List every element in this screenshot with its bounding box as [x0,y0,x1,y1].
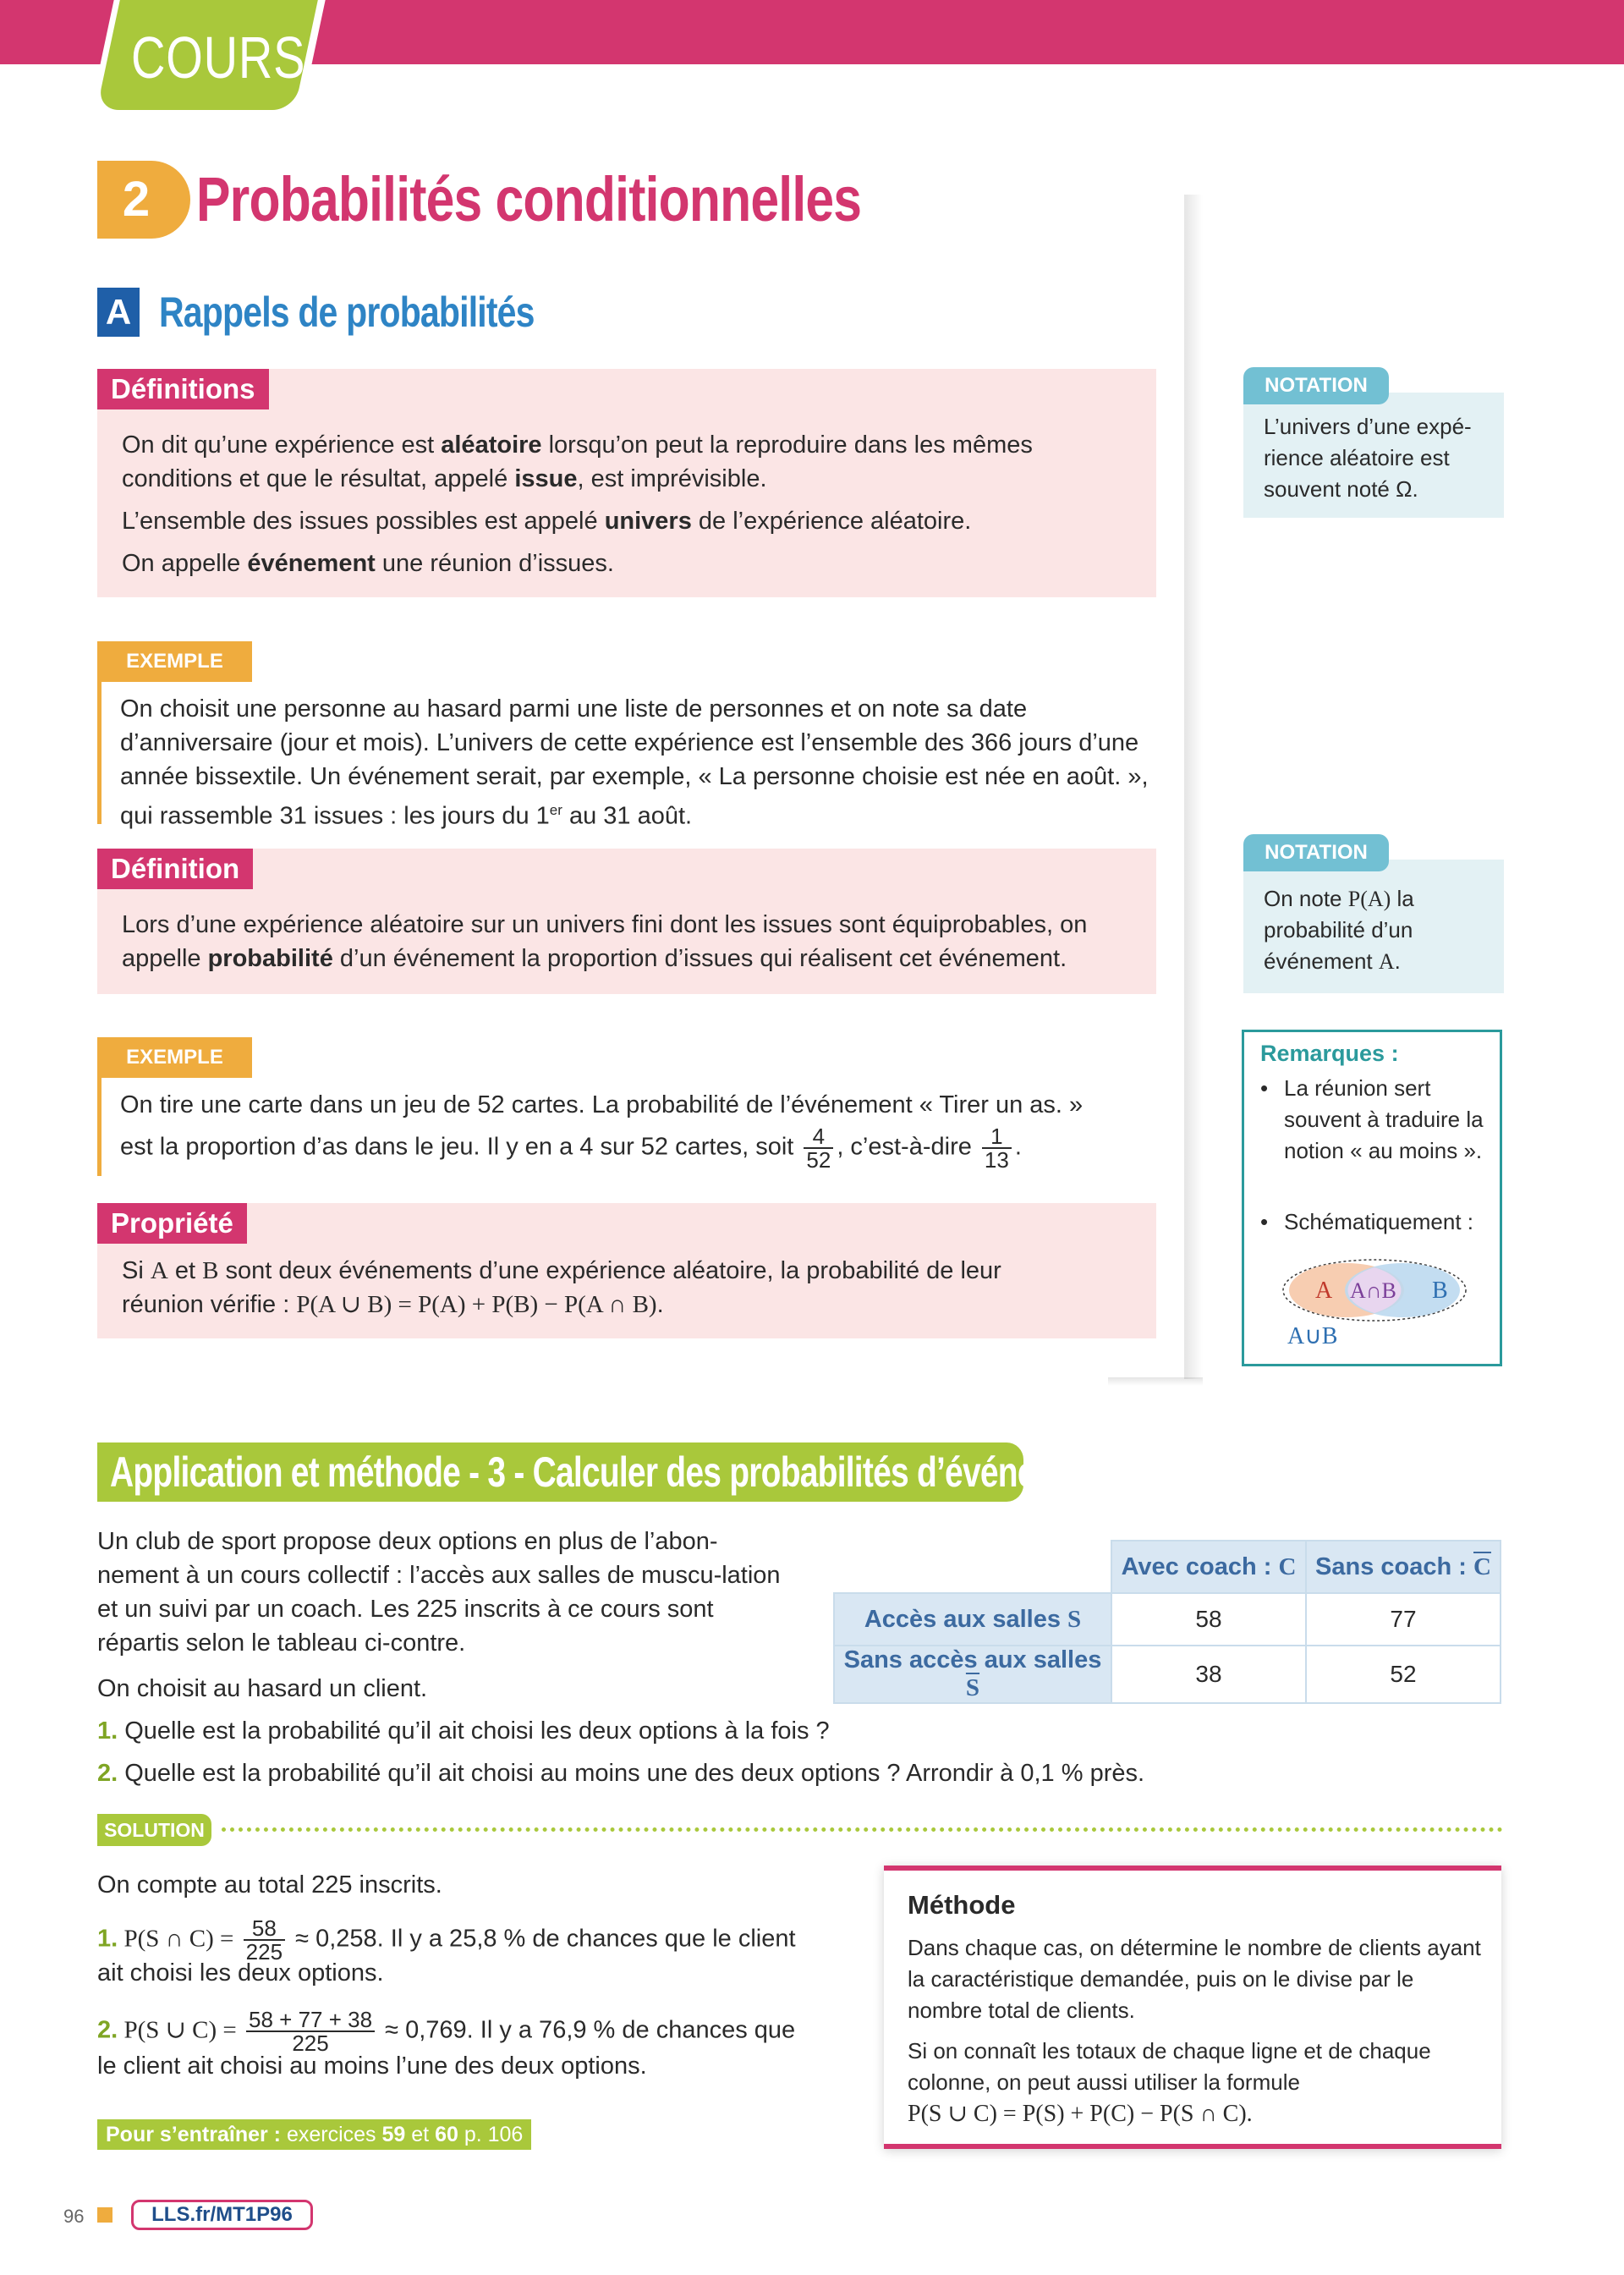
definitions-paragraph-3: On appelle événement une réunion d’issues. [122,550,614,577]
union-formula: P(A ∪ B) = P(A) + P(B) − P(A ∩ B) [296,1291,657,1318]
fraction-4-52: $\frac{4}{52}$ [804,1125,833,1171]
property-label: Propriété [97,1203,247,1244]
venn-diagram [1277,1252,1472,1354]
example-1-label: EXEMPLE [97,641,252,682]
application-intro: Un club de sport propose deux options en plus de l’abon-nement à un cours collectif : l’accès aux salles de muscu-lation et un suivi par un coach. Les 225 inscrits à ce cours sont répartis selon le tableau ci-contre. [97,1528,781,1657]
example-2-line-1: On tire une carte dans un jeu de 52 cartes. La probabilité de l’événement « Tirer un as. » [120,1091,1084,1118]
venn-label-ab: A∩B [1350,1278,1396,1303]
footer-square-icon [97,2207,112,2223]
solution-intro: On compte au total 225 inscrits. [97,1871,442,1899]
property-line-1: Si A et B sont deux événements d’une expérience aléatoire, la probabilité de leur [122,1257,1001,1284]
definitions-paragraph-2: L’ensemble des issues possibles est appelé univers de l’expérience aléatoire. [122,508,972,535]
solution-1-line-2: ait choisi les deux options. [97,1959,384,1987]
definitions-label: Définitions [97,369,269,409]
application-title: Application et méthode - 3 - Calculer des probabilités d’événements [110,1448,1129,1496]
row-header-gym-access: Accès aux salles S [834,1593,1111,1646]
panel-shadow-bottom [1108,1377,1203,1386]
notation-2-text: On note P(A) la probabilité d’un événement A. [1264,886,1414,974]
subsection-letter: A [97,288,140,337]
example-1-bar [97,682,102,824]
fraction-58-225: $\frac{58}{225}$ [244,1917,285,1963]
cours-tab-label: COURS [131,25,306,91]
header-without-coach: Sans coach : $\overline{C}$ [1306,1541,1501,1593]
question-2: 2. Quelle est la probabilité qu’il ait choisi au moins une des deux options ? Arrondir à 0,1 % près. [97,1760,1145,1787]
example-2-bar [97,1078,102,1176]
venn-label-b: B [1432,1278,1448,1304]
table-cell: 58 [1111,1593,1306,1646]
notation-1-label: NOTATION [1243,367,1389,404]
question-1: 1. Quelle est la probabilité qu’il ait choisi les deux options à la fois ? [97,1717,830,1745]
row-header-no-gym-access: Sans accès aux salles $\overline{S}$ [834,1646,1111,1703]
method-paragraph-1: Dans chaque cas, on détermine le nombre de clients ayant la caractéristique demandée, puis on le divise par le nombre total de clients. [908,1935,1481,2023]
method-title: Méthode [908,1890,1016,1920]
solution-1-line-1: 1. P(S ∩ C) = $\frac{58}{225}$ ≈ 0,258. Il y a 25,8 % de chances que le client [97,1915,796,1965]
application-choose: On choisit au hasard un client. [97,1675,428,1702]
footer-link[interactable]: LLS.fr/MT1P96 [131,2200,313,2230]
property-line-2: réunion vérifie : P(A ∪ B) = P(A) + P(B) − P(A ∩ B). [122,1291,664,1318]
training-banner: Pour s’entraîner : exercices 59 et 60 p. 106 [97,2119,531,2150]
solution-2-line-2: le client ait choisi au moins l’une des deux options. [97,2052,647,2080]
solution-divider [222,1827,1503,1832]
definition-label: Définition [97,849,253,889]
table-cell: 52 [1306,1646,1501,1703]
example-2-label: EXEMPLE [97,1037,252,1078]
definition-text: Lors d’une expérience aléatoire sur un univers fini dont les issues sont équiprobables, on appelle probabilité d’un événement la proportion d’issues qui réalisent cet événement. [122,911,1088,972]
section-title: Probabilités conditionnelles [196,164,862,234]
method-paragraph-2: Si on connaît les totaux de chaque ligne et de chaque colonne, on peut aussi utiliser la formule [908,2038,1431,2095]
fraction-173-225: $\frac{58 + 77 + 38}{225}$ [246,2008,375,2054]
notation-1-text: L’univers d’une expé-rience aléatoire est souvent noté Ω. [1264,414,1472,502]
table-cell: 77 [1306,1593,1501,1646]
method-formula: P(S ∪ C) = P(S) + P(C) − P(S ∩ C). [908,2101,1253,2127]
page-number: 96 [63,2206,85,2227]
example-1-text: On choisit une personne au hasard parmi une liste de personnes et on note sa date d’anniversaire (jour et mois). L’univers de cette expérience est l’ensemble des 366 jours d’une année bissextile. Un événement serait, par exemple, « La personne choisie est née en août. », qui rassemble 31 issues : les jours du 1er au 31 août. [120,695,1149,830]
remark-item-1: • La réunion sert souvent à traduire la notion « au moins ». [1260,1075,1484,1163]
fraction-1-13: $\frac{1}{13}$ [982,1125,1012,1171]
panel-shadow [1184,195,1203,1379]
table-cell: 38 [1111,1646,1306,1703]
notation-2-label: NOTATION [1243,834,1389,871]
remarks-title: Remarques : [1260,1041,1399,1066]
venn-label-a: A [1315,1278,1333,1304]
solution-2-line-1: 2. P(S ∪ C) = $\frac{58 + 77 + 38}{225}$ ≈ 0,769. Il y a 76,9 % de chances que [97,2007,796,2056]
header-with-coach: Avec coach : C [1111,1541,1306,1593]
section-number: 2 [97,161,190,239]
remark-item-2: • Schématiquement : [1260,1209,1474,1234]
subsection-title: Rappels de probabilités [159,288,535,336]
venn-label-union: A∪B [1287,1323,1338,1349]
data-table [833,1540,1501,1704]
definitions-paragraph-1: On dit qu’une expérience est aléatoire lorsqu’on peut la reproduire dans les mêmes conditions et que le résultat, appelé issue, est imprévisible. [122,431,1033,492]
example-2-line-2: est la proportion d’as dans le jeu. Il y en a 4 sur 52 cartes, soit $\frac{4}{52}$ , c’est-à-dire $\frac{1}{13}$ . [120,1124,1022,1173]
solution-label: SOLUTION [97,1814,211,1846]
